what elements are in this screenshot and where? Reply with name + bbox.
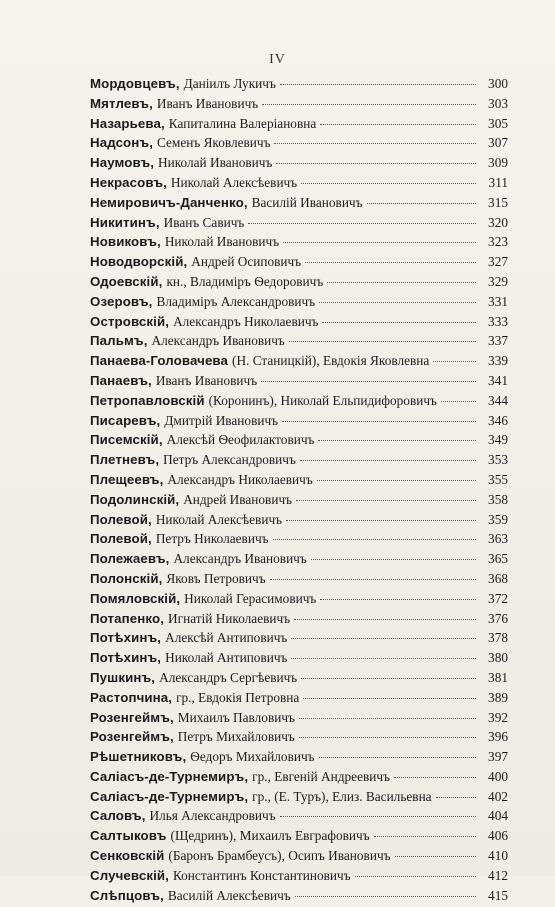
dot-leader: [294, 619, 476, 620]
entry-page-number: 349: [488, 432, 508, 448]
author-name: [90, 591, 316, 607]
dot-leader: [280, 84, 476, 85]
author-given-name: Николай Ивановичъ: [164, 234, 280, 250]
author-given-name: Александръ Николаевичъ: [173, 313, 319, 329]
author-given-name: Алексѣй Антиповичъ: [165, 630, 288, 646]
entry-page-number: 410: [488, 848, 508, 864]
entry-page-number: 329: [488, 273, 508, 289]
entry-page-number: 320: [488, 214, 508, 230]
author-name: [90, 234, 279, 250]
dot-leader: [280, 816, 476, 817]
toc-entry: [90, 848, 508, 868]
dot-leader: [319, 757, 476, 758]
toc-entry: [90, 76, 508, 96]
toc-entry: [90, 630, 508, 650]
toc-entry: [90, 611, 508, 631]
toc-entry: [90, 234, 508, 254]
dot-leader: [291, 638, 476, 639]
toc-entry: [90, 808, 508, 828]
author-name: [90, 848, 391, 864]
toc-entry: [90, 551, 508, 571]
dot-leader: [270, 579, 476, 580]
author-given-name: Михаилъ Павловичъ: [177, 709, 295, 725]
toc-entry: [90, 373, 508, 393]
dot-leader: [303, 698, 476, 699]
author-given-name: Андрей Осиповичъ: [191, 254, 302, 270]
toc-entry: [90, 492, 508, 512]
author-surname: Новиковъ,: [90, 234, 161, 250]
dot-leader: [289, 341, 476, 342]
dot-leader: [305, 262, 476, 263]
entry-page-number: 381: [488, 669, 508, 685]
dot-leader: [300, 460, 476, 461]
entry-page-number: 305: [488, 115, 508, 131]
author-surname: Пушкинъ,: [90, 669, 156, 685]
author-surname: Помяловскій,: [90, 590, 181, 606]
toc-entry: [90, 789, 508, 809]
author-given-name: (Н. Станицкій), Евдокія Яковлевна: [232, 353, 430, 369]
toc-entry: [90, 215, 508, 235]
author-name: [90, 76, 276, 92]
entry-page-number: 363: [488, 531, 508, 547]
entry-page-number: 392: [488, 709, 508, 725]
author-name: [90, 789, 432, 805]
author-name: [90, 808, 276, 824]
toc-entry: [90, 175, 508, 195]
author-given-name: Илья Александровичъ: [149, 808, 276, 824]
dot-leader: [322, 322, 476, 323]
author-given-name: Игнатій Николаевичъ: [168, 610, 291, 626]
entry-page-number: 355: [488, 471, 508, 487]
author-name: [90, 393, 437, 409]
author-surname: Плещеевъ,: [90, 471, 164, 487]
author-name: [90, 452, 296, 468]
author-name: [90, 116, 316, 132]
entry-page-number: 415: [488, 887, 508, 903]
author-surname: Некрасовъ,: [90, 174, 167, 190]
dot-leader: [317, 480, 476, 481]
entry-page-number: 358: [488, 491, 508, 507]
author-surname: Полевой,: [90, 511, 152, 527]
author-name: [90, 769, 390, 785]
entry-page-number: 346: [488, 412, 508, 428]
author-given-name: Ѳедоръ Михайловичъ: [190, 749, 315, 765]
author-surname: Саліасъ-де-Турнемиръ,: [90, 768, 249, 784]
toc-entry: [90, 650, 508, 670]
entry-page-number: 307: [488, 135, 508, 151]
author-given-name: Николай Алексѣевичъ: [170, 174, 298, 190]
author-given-name: Александръ Ивановичъ: [151, 333, 285, 349]
entry-page-number: 380: [488, 650, 508, 666]
entry-page-number: 311: [488, 174, 508, 190]
author-surname: Панаева-Головачева: [90, 353, 229, 369]
author-surname: Саліасъ-де-Турнемиръ,: [90, 788, 249, 804]
author-surname: Слѣпцовъ,: [90, 887, 164, 903]
author-name: [90, 155, 272, 171]
author-given-name: Александръ Николаевичъ: [167, 471, 313, 487]
author-surname: Потѣхинъ,: [90, 630, 162, 646]
author-given-name: Николай Антиповичъ: [165, 650, 288, 666]
author-name: [90, 373, 257, 389]
author-name: [90, 551, 307, 567]
author-surname: Полонскій,: [90, 570, 163, 586]
author-given-name: гр., Евгеній Андреевичъ: [252, 768, 390, 784]
entry-page-number: 368: [488, 570, 508, 586]
entry-page-number: 402: [488, 788, 508, 804]
toc-entry: [90, 690, 508, 710]
author-name: [90, 531, 269, 547]
entry-page-number: 389: [488, 689, 508, 705]
author-surname: Мордовцевъ,: [90, 76, 180, 91]
toc-entry: [90, 116, 508, 136]
author-name: [90, 611, 290, 627]
author-surname: Островскій,: [90, 313, 170, 329]
author-surname: Рѣшетниковъ,: [90, 749, 187, 765]
author-name: [90, 512, 282, 528]
toc-entry: [90, 294, 508, 314]
toc-entry: [90, 155, 508, 175]
dot-leader: [295, 896, 476, 897]
author-surname: Полевой,: [90, 531, 152, 547]
entry-page-number: 376: [488, 610, 508, 626]
toc-entry: [90, 591, 508, 611]
toc-entry: [90, 135, 508, 155]
author-name: [90, 96, 258, 112]
author-given-name: Николай Герасимовичъ: [184, 590, 317, 606]
dot-leader: [248, 223, 476, 224]
author-name: [90, 630, 287, 646]
dot-leader: [296, 500, 476, 501]
author-name: [90, 215, 244, 231]
author-surname: Петропавловскій: [90, 392, 205, 408]
author-given-name: (Коронинъ), Николай Ельпидифоровичъ: [208, 392, 437, 408]
toc-entry: [90, 749, 508, 769]
dot-leader: [273, 539, 476, 540]
entry-page-number: 344: [488, 392, 508, 408]
author-given-name: Николай Алексѣевичъ: [155, 511, 283, 527]
toc-entry: [90, 96, 508, 116]
author-name: [90, 333, 285, 349]
author-name: [90, 353, 429, 369]
author-given-name: Яковъ Петровичъ: [166, 570, 266, 586]
entry-page-number: 333: [488, 313, 508, 329]
entry-page-number: 339: [488, 353, 508, 369]
entry-page-number: 372: [488, 590, 508, 606]
author-surname: Мятлевъ,: [90, 95, 153, 111]
toc-entry: [90, 353, 508, 373]
dot-leader: [301, 183, 476, 184]
entry-page-number: 404: [488, 808, 508, 824]
author-surname: Случевскій,: [90, 867, 169, 883]
author-given-name: Александръ Ивановичъ: [173, 551, 307, 567]
toc-entry: [90, 531, 508, 551]
author-given-name: Андрей Ивановичъ: [183, 491, 293, 507]
author-name: [90, 254, 301, 270]
author-given-name: гр., (Е. Туръ), Елиз. Васильевна: [252, 788, 432, 804]
author-name: [90, 828, 370, 844]
toc-entry: [90, 868, 508, 888]
entry-page-number: 400: [488, 768, 508, 784]
toc-entry: [90, 769, 508, 789]
toc-entry: [90, 828, 508, 848]
entry-page-number: 396: [488, 729, 508, 745]
toc-entry: [90, 393, 508, 413]
author-given-name: Василій Алексѣевичъ: [167, 887, 291, 903]
author-surname: Новодворскій,: [90, 254, 188, 270]
toc-entry: [90, 195, 508, 215]
author-name: [90, 690, 299, 706]
table-of-contents: [90, 76, 508, 907]
dot-leader: [274, 143, 476, 144]
author-given-name: Капиталина Валеріановна: [168, 115, 317, 131]
author-surname: Наумовъ,: [90, 155, 155, 171]
dot-leader: [436, 797, 476, 798]
author-given-name: Алексѣй Ѳеофилактовичъ: [166, 432, 315, 448]
dot-leader: [283, 242, 476, 243]
author-surname: Сенковскій: [90, 848, 165, 864]
dot-leader: [394, 777, 476, 778]
dot-leader: [318, 440, 476, 441]
author-name: [90, 175, 297, 191]
dot-leader: [320, 599, 476, 600]
author-name: [90, 888, 291, 904]
author-name: [90, 670, 297, 686]
author-surname: Надсонъ,: [90, 135, 153, 151]
entry-page-number: 300: [488, 76, 508, 91]
author-surname: Потѣхинъ,: [90, 650, 162, 666]
author-given-name: кн., Владиміръ Ѳедоровичъ: [166, 273, 324, 289]
dot-leader: [262, 104, 476, 105]
toc-entry: [90, 452, 508, 472]
toc-entry: [90, 413, 508, 433]
dot-leader: [367, 203, 477, 204]
author-given-name: Семенъ Яковлевичъ: [157, 135, 271, 151]
author-given-name: Александръ Сергѣевичъ: [159, 669, 298, 685]
author-surname: Пальмъ,: [90, 333, 148, 349]
entry-page-number: 365: [488, 551, 508, 567]
author-surname: Панаевъ,: [90, 372, 152, 388]
author-surname: Розенгеймъ,: [90, 709, 174, 725]
toc-entry: [90, 571, 508, 591]
author-given-name: Николай Ивановичъ: [158, 155, 273, 171]
dot-leader: [311, 559, 476, 560]
entry-page-number: 331: [488, 293, 508, 309]
dot-leader: [319, 302, 476, 303]
entry-page-number: 315: [488, 194, 508, 210]
entry-page-number: 353: [488, 452, 508, 468]
author-surname: Назарьева,: [90, 115, 165, 131]
author-surname: Потапенко,: [90, 610, 165, 626]
author-surname: Растопчина,: [90, 689, 173, 705]
dot-leader: [441, 401, 476, 402]
toc-entry: [90, 314, 508, 334]
author-given-name: Петръ Александровичъ: [163, 452, 296, 468]
entry-page-number: 323: [488, 234, 508, 250]
entry-page-number: 412: [488, 867, 508, 883]
author-given-name: Петръ Николаевичъ: [155, 531, 269, 547]
dot-leader: [395, 856, 476, 857]
dot-leader: [374, 836, 476, 837]
author-given-name: (Щедринъ), Михаилъ Евграфовичъ: [170, 828, 370, 844]
author-surname: Писемскій,: [90, 432, 163, 448]
dot-leader: [286, 520, 476, 521]
author-name: [90, 274, 323, 290]
toc-entry: [90, 888, 508, 907]
dot-leader: [320, 124, 476, 125]
author-surname: Одоевскій,: [90, 273, 163, 289]
toc-entry: [90, 512, 508, 532]
author-name: [90, 492, 292, 508]
author-name: [90, 432, 314, 448]
author-surname: Немировичъ-Данченко,: [90, 194, 248, 210]
dot-leader: [291, 658, 476, 659]
toc-entry: [90, 432, 508, 452]
author-surname: Саловъ,: [90, 808, 146, 824]
page-number: IV: [269, 52, 286, 67]
author-surname: Писаревъ,: [90, 412, 161, 428]
author-given-name: Иванъ Ивановичъ: [155, 372, 258, 388]
author-surname: Плетневъ,: [90, 452, 160, 468]
author-given-name: Петръ Михайловичъ: [177, 729, 295, 745]
entry-page-number: 359: [488, 511, 508, 527]
author-given-name: Василій Ивановичъ: [251, 194, 363, 210]
dot-leader: [433, 361, 476, 362]
entry-page-number: 303: [488, 95, 508, 111]
author-name: [90, 314, 318, 330]
dot-leader: [355, 876, 476, 877]
author-given-name: (Баронъ Брамбеусъ), Осипъ Ивановичъ: [168, 848, 391, 864]
entry-page-number: 337: [488, 333, 508, 349]
toc-entry: [90, 254, 508, 274]
dot-leader: [261, 381, 476, 382]
toc-entry: [90, 729, 508, 749]
dot-leader: [327, 282, 476, 283]
author-given-name: Иванъ Савичъ: [163, 214, 245, 230]
toc-entry: [90, 710, 508, 730]
author-given-name: Владиміръ Александровичъ: [156, 293, 316, 309]
dot-leader: [276, 163, 476, 164]
author-given-name: Иванъ Ивановичъ: [156, 95, 259, 111]
toc-entry: [90, 472, 508, 492]
toc-entry: [90, 333, 508, 353]
author-given-name: Даніилъ Лукичъ: [183, 76, 276, 91]
author-given-name: Дмитрій Ивановичъ: [164, 412, 279, 428]
dot-leader: [299, 737, 476, 738]
toc-entry: [90, 670, 508, 690]
author-name: [90, 749, 315, 765]
author-name: [90, 413, 278, 429]
author-surname: Розенгеймъ,: [90, 729, 174, 745]
entry-page-number: 341: [488, 372, 508, 388]
author-surname: Полежаевъ,: [90, 551, 170, 567]
toc-entry: [90, 274, 508, 294]
author-name: [90, 294, 315, 310]
author-given-name: гр., Евдокія Петровна: [176, 689, 300, 705]
author-given-name: Константинъ Константиновичъ: [172, 867, 351, 883]
author-surname: Салтыковъ: [90, 828, 167, 844]
entry-page-number: 397: [488, 749, 508, 765]
entry-page-number: 406: [488, 828, 508, 844]
author-name: [90, 472, 313, 488]
author-surname: Озеровъ,: [90, 293, 153, 309]
author-name: [90, 650, 287, 666]
dot-leader: [282, 421, 476, 422]
author-name: [90, 195, 363, 211]
author-name: [90, 729, 295, 745]
entry-page-number: 378: [488, 630, 508, 646]
author-surname: Никитинъ,: [90, 214, 160, 230]
author-surname: Подолинскій,: [90, 491, 180, 507]
entry-page-number: 309: [488, 155, 508, 171]
author-name: [90, 135, 270, 151]
dot-leader: [301, 678, 476, 679]
entry-page-number: 327: [488, 254, 508, 270]
author-name: [90, 571, 266, 587]
author-name: [90, 710, 295, 726]
dot-leader: [299, 718, 476, 719]
